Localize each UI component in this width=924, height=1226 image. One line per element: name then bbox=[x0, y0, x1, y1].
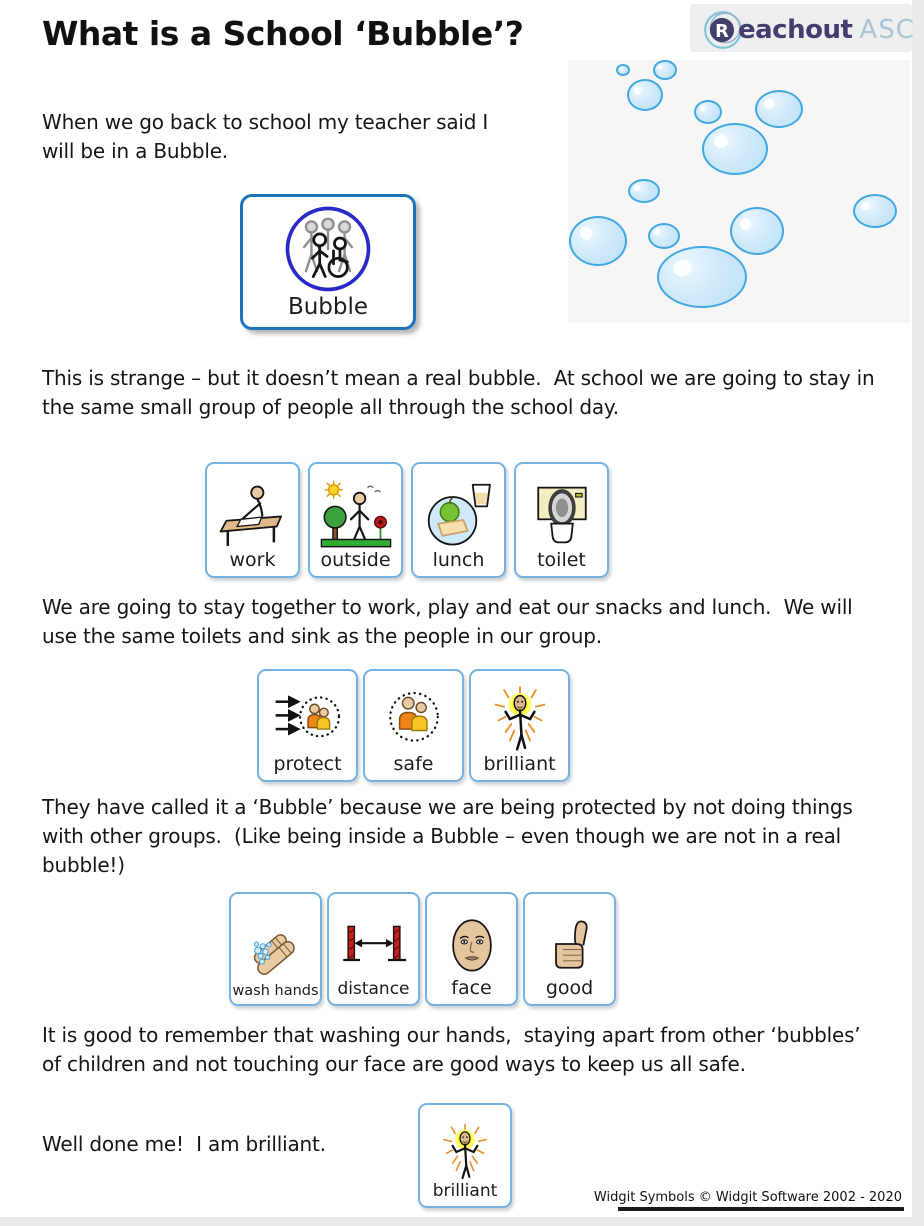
toilet-card bbox=[514, 462, 609, 578]
work-card bbox=[205, 462, 300, 578]
card-label: lunch bbox=[432, 549, 485, 572]
outside-card bbox=[308, 462, 403, 578]
bubble bbox=[657, 246, 747, 308]
bottom-gutter bbox=[0, 1217, 924, 1226]
footer-copyright: Widgit Symbols © Widgit Software 2002 - 2020 bbox=[593, 1190, 902, 1205]
bubble bbox=[628, 179, 660, 203]
bubble-group-icon bbox=[282, 203, 374, 295]
lunch-icon bbox=[423, 479, 495, 551]
good-card bbox=[523, 892, 616, 1006]
card-label: wash hands bbox=[232, 982, 319, 999]
bubble bbox=[755, 90, 803, 128]
safe-card bbox=[363, 669, 464, 782]
card-label: outside bbox=[320, 549, 391, 572]
card-label: safe bbox=[393, 753, 434, 776]
distance-card bbox=[327, 892, 420, 1006]
card-label: toilet bbox=[537, 549, 586, 572]
bubble bbox=[627, 79, 663, 111]
bubble-symbol-card bbox=[240, 194, 416, 330]
protect-icon bbox=[272, 683, 344, 755]
bubble bbox=[648, 223, 680, 249]
bubble bbox=[653, 60, 677, 80]
toilet-icon bbox=[526, 479, 598, 551]
paragraph-intro: When we go back to school my teacher said I will be in a Bubble. bbox=[42, 110, 495, 163]
brilliant-card bbox=[469, 669, 570, 782]
safe-icon bbox=[378, 683, 450, 755]
face-icon bbox=[437, 909, 507, 979]
brilliant-icon bbox=[484, 683, 556, 755]
bubble bbox=[702, 123, 768, 175]
card-label: work bbox=[229, 549, 276, 572]
footer-rule bbox=[618, 1207, 904, 1211]
paragraph-strange: This is strange – but it doesn’t mean a real bubble. At school we are going to stay in the same small group of people all through the school day. bbox=[42, 366, 881, 419]
brilliant-final-card bbox=[418, 1103, 512, 1208]
card-label: distance bbox=[337, 979, 410, 1000]
page-title: What is a School ‘Bubble’? bbox=[42, 14, 524, 53]
wash-hands-card bbox=[229, 892, 322, 1006]
face-card bbox=[425, 892, 518, 1006]
card-label: brilliant bbox=[483, 753, 556, 776]
paragraph-remember: It is good to remember that washing our hands, staying apart from other ‘bubbles’ of children and not touching our face are good ways to keep us all safe. bbox=[42, 1023, 867, 1076]
paragraph-well-done: Well done me! I am brilliant. bbox=[42, 1132, 326, 1156]
lunch-card bbox=[411, 462, 506, 578]
paragraph-why-bubble: They have called it a ‘Bubble’ because we are being protected by not doing things with other groups. (Like being inside a Bubble – even though we are not in a real bubble!) bbox=[42, 795, 859, 877]
logo-suffix: ASC bbox=[859, 15, 915, 45]
logo-wordmark: eachout bbox=[738, 15, 853, 45]
bubble bbox=[853, 194, 897, 228]
card-label: good bbox=[545, 977, 594, 1000]
card-label: Bubble bbox=[287, 293, 369, 320]
brilliant-icon bbox=[434, 1121, 496, 1183]
symbol-row-daily bbox=[205, 462, 609, 578]
paragraph-stay-together: We are going to stay together to work, play and eat our snacks and lunch. We will use the same toilets and sink as the people in our group. bbox=[42, 595, 859, 648]
bubble bbox=[694, 100, 722, 124]
logo-r-letter: R bbox=[715, 20, 729, 42]
reachout-asc-logo bbox=[702, 9, 915, 51]
good-icon bbox=[535, 909, 605, 979]
card-label: brilliant bbox=[432, 1181, 498, 1202]
outside-icon bbox=[320, 479, 392, 551]
card-label: protect bbox=[273, 753, 342, 776]
work-icon bbox=[217, 479, 289, 551]
symbol-row-protect bbox=[257, 669, 570, 782]
bubble bbox=[569, 216, 627, 266]
wash-hands-icon bbox=[241, 914, 311, 984]
protect-card bbox=[257, 669, 358, 782]
distance-icon bbox=[339, 911, 409, 981]
card-label: face bbox=[451, 977, 492, 1000]
bubble bbox=[730, 207, 784, 255]
bubble bbox=[616, 64, 630, 76]
bubbles-illustration bbox=[568, 60, 910, 323]
right-gutter bbox=[912, 0, 924, 1226]
symbol-row-hygiene bbox=[229, 892, 616, 1006]
